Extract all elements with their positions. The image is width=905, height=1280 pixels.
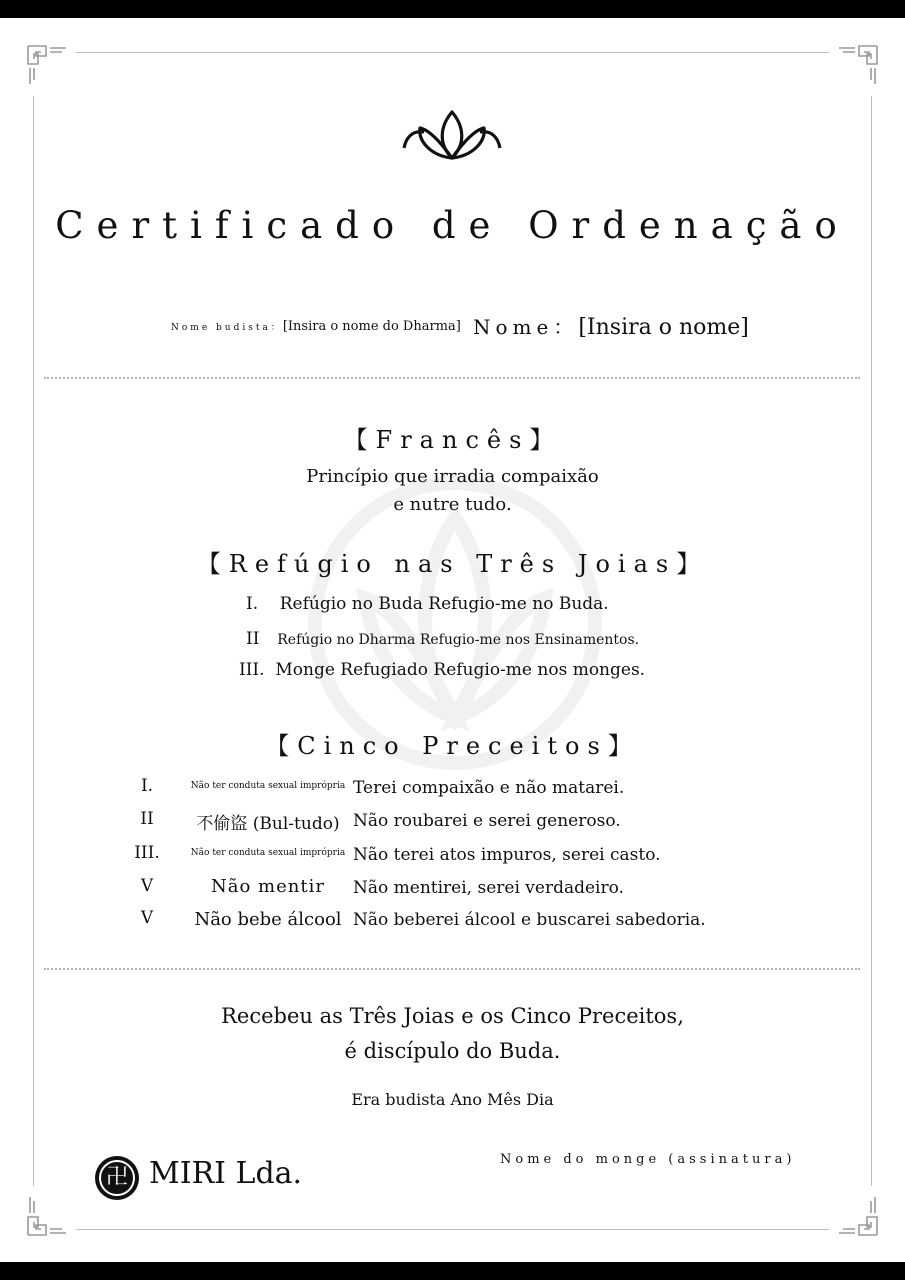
frances-heading: 【Francês】 (343, 426, 562, 454)
certificate-page (0, 18, 905, 1262)
name-label: Nome： (473, 315, 579, 339)
frances-line-2: e nutre tudo. (393, 494, 512, 515)
precepts-heading: 【Cinco Preceitos】 (265, 732, 640, 760)
frame-top-line (76, 52, 829, 53)
dharma-value: [Insira o nome do Dharma] (282, 319, 461, 334)
refuge-number: II (246, 629, 260, 649)
frame-bottom-line (76, 1229, 829, 1230)
precept-desc: Não roubarei e serei generoso. (353, 811, 621, 831)
dharma-name-label (171, 315, 461, 334)
logo-symbol: 卍 (99, 1160, 135, 1196)
divider-bottom (44, 968, 860, 970)
refuge-row (239, 660, 645, 680)
closing-line-1: Recebeu as Três Joias e os Cinco Preceitos, (221, 1004, 684, 1028)
precept-name: Não ter conduta sexual imprópria (190, 781, 346, 791)
precept-desc: Não beberei álcool e buscarei sabedoria. (353, 910, 706, 930)
lotus-icon (402, 108, 502, 162)
precept-number: III. (134, 843, 160, 863)
precept-number: V (140, 908, 154, 928)
fret-corner-icon (26, 44, 70, 88)
refuge-number: III. (239, 660, 265, 680)
precept-desc: Terei compaixão e não matarei. (353, 778, 625, 798)
precept-name: Não bebe álcool (194, 909, 342, 930)
fret-corner-icon (835, 1193, 879, 1237)
frances-line-1: Princípio que irradia compaixão (306, 466, 599, 487)
precept-desc: Não mentirei, serei verdadeiro. (353, 878, 624, 898)
refuge-row (246, 629, 639, 649)
precept-desc: Não terei atos impuros, serei casto. (353, 845, 661, 865)
name-field (473, 311, 749, 340)
refuge-desc: Refugio-me no Buda. (428, 594, 609, 614)
precept-name: Não mentir (211, 876, 325, 897)
dharma-label: Nome budista： (171, 323, 283, 333)
fret-corner-icon (835, 44, 879, 88)
precept-name: Não ter conduta sexual imprópria (190, 848, 346, 858)
ordination-date: Era budista Ano Mês Dia (351, 1090, 554, 1109)
precept-number: II (140, 809, 154, 829)
divider-top (44, 377, 860, 379)
refuge-desc: Refugio-me nos monges. (433, 660, 646, 680)
swastika-logo-icon (95, 1156, 139, 1200)
precept-name: 不偷盜 (Bul-tudo) (196, 814, 340, 834)
refuge-row (246, 594, 609, 614)
closing-line-2: é discípulo do Buda. (344, 1039, 561, 1063)
company-name: MIRI Lda. (149, 1156, 303, 1191)
precept-number: V (140, 876, 154, 896)
page-title: Certificado de Ordenação (55, 204, 850, 247)
refuge-name: Refúgio no Buda (279, 594, 423, 614)
signature-label: Nome do monge (assinatura) (500, 1152, 796, 1167)
refuge-desc: Refugio-me nos Ensinamentos. (419, 632, 640, 648)
fret-corner-icon (26, 1193, 70, 1237)
refuge-number: I. (246, 594, 259, 614)
refuge-heading: 【Refúgio nas Três Joias】 (196, 550, 709, 578)
precept-number: I. (140, 776, 154, 796)
refuge-name: Monge Refugiado (275, 660, 428, 680)
name-value: [Insira o nome] (578, 315, 749, 340)
refuge-name: Refúgio no Dharma (277, 632, 416, 648)
